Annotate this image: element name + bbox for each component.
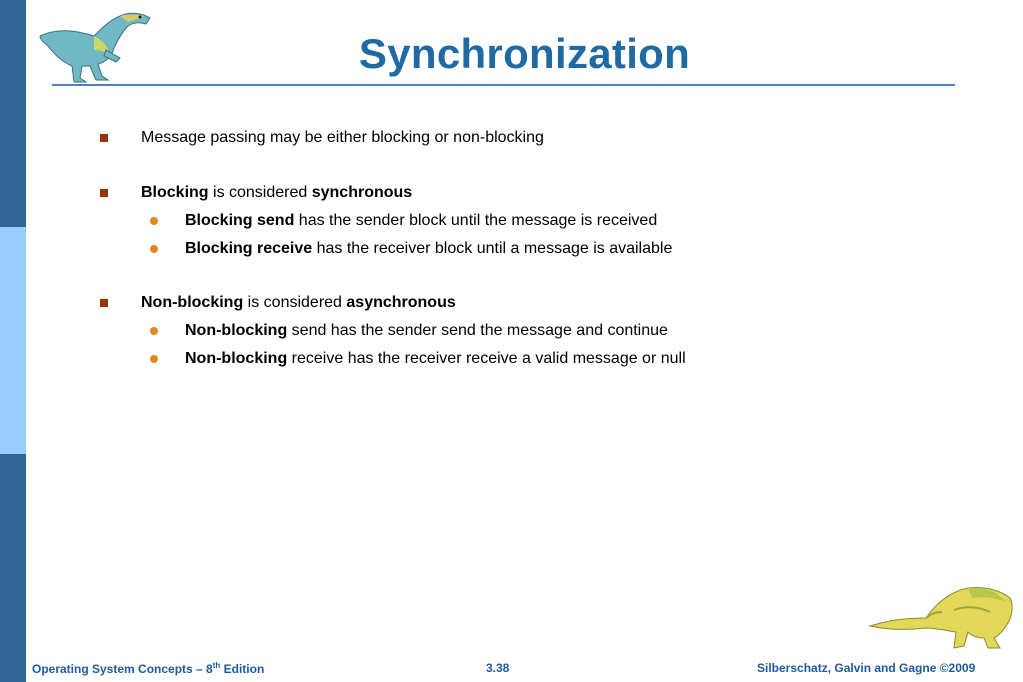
sub-bullet-bold: Non-blocking [185, 350, 288, 367]
footer-book-title [32, 661, 264, 676]
sidebar-segment-middle [0, 227, 26, 454]
sub-bullet-text: receive has the receiver receive a valid message or null [287, 350, 686, 367]
bullet-3-text [141, 294, 456, 312]
sidebar-segment-bottom [0, 454, 26, 682]
bullet-3-mid: is considered [243, 294, 347, 311]
bullet-2-text [141, 184, 412, 202]
sub-bullet-nonblocking-receive [185, 350, 686, 368]
square-bullet-icon [100, 189, 108, 197]
sub-bullet-nonblocking-send [185, 322, 668, 340]
dinosaur-logo-icon [868, 584, 1016, 654]
sub-bullet-text: has the sender block until the message is received [294, 212, 658, 229]
dot-bullet-icon [150, 327, 158, 335]
bullet-2-bold-term2: synchronous [311, 184, 413, 201]
footer-page-number: 3.38 [486, 661, 510, 675]
dot-bullet-icon [150, 355, 158, 363]
sub-bullet-blocking-receive [185, 240, 672, 258]
sub-bullet-bold: Blocking send [185, 212, 295, 229]
bullet-2-mid: is considered [208, 184, 312, 201]
footer-title-edition: Edition [220, 662, 265, 676]
left-sidebar [0, 0, 26, 682]
bullet-3-bold-term: Non-blocking [141, 294, 244, 311]
footer-title-sup: th [212, 661, 221, 670]
footer-authors: Silberschatz, Galvin and Gagne ©2009 [757, 661, 976, 675]
title-divider [52, 84, 955, 86]
bullet-2-bold-term: Blocking [141, 184, 209, 201]
sub-bullet-blocking-send [185, 212, 657, 230]
sub-bullet-bold: Non-blocking [185, 322, 288, 339]
square-bullet-icon [100, 299, 108, 307]
slide-title: Synchronization [358, 30, 691, 77]
bullet-1-text: Message passing may be either blocking or non-blocking [141, 129, 544, 146]
bullet-3-bold-term2: asynchronous [346, 294, 456, 311]
footer-title-text: Operating System Concepts – 8 [32, 662, 213, 676]
sub-bullet-bold: Blocking receive [185, 240, 313, 257]
sub-bullet-text: has the receiver block until a message is available [312, 240, 673, 257]
dot-bullet-icon [150, 245, 158, 253]
sub-bullet-text: send has the sender send the message and continue [287, 322, 668, 339]
square-bullet-icon [100, 134, 108, 142]
sidebar-segment-top [0, 0, 26, 227]
dot-bullet-icon [150, 217, 158, 225]
